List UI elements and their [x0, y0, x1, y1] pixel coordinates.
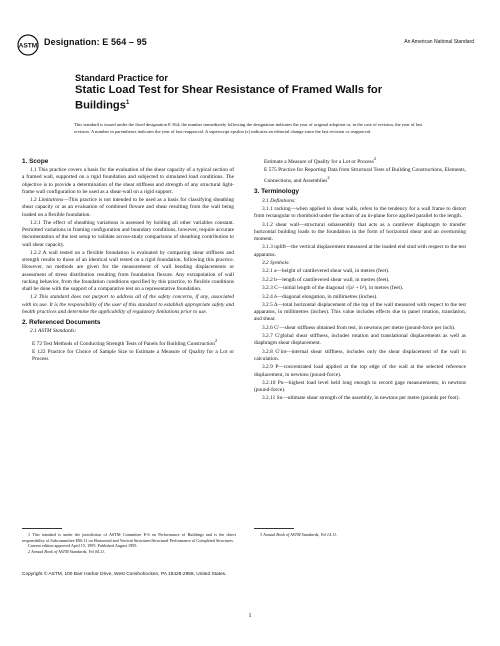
paragraph-3-1-1: 3.1.1 racking—when applied to shear walls, refers to the tendency for a wall frame to distort from rectangular to rhomboid under the action of an in-plane force applied parallel to the length. [254, 205, 466, 220]
paragraph-3-2-5: 3.2.5 Δ—total horizontal displacement of the top of the wall measured with respect to the test apparatus, in millimetres (inches). This value includes effects due to panel rotation, translation, and shear. [254, 301, 466, 323]
paragraph-3-2: 3.2 Symbols: [262, 259, 290, 266]
paragraph-3-2-11: 3.2.11 Su—ultimate shear strength of the assembly, in newtons per metre (pounds per foot). [262, 395, 460, 402]
astm-logo-icon [17, 34, 39, 56]
paragraph-3-1-2: 3.1.2 shear wall—structural subassembly that acts as a cantilever diaphragm to transfer horizontal building loads to the foundation in the form of horizontal shear and an overturning moment. [254, 221, 466, 242]
footnotes-right [254, 532, 468, 538]
section-heading-references: 2. Referenced Documents [22, 319, 101, 327]
footnote-1b: Current edition approved April 15, 1995. Published August 1995. [28, 543, 138, 549]
copyright-notice: Copyright © ASTM, 100 Barr Harbor Drive, West Conshohocken, PA 19428-2959, United States. [22, 572, 227, 577]
paragraph-3-2-7: 3.2.7 G′global shear stiffness, includes rotation and translational displacements as well as diaphragm shear displacement. [254, 333, 466, 347]
paragraph-3-1: 3.1 Definitions: [262, 197, 296, 204]
designation: Designation: E 564 – 95 [44, 37, 147, 47]
standard-issuance-note: This standard is issued under the fixed designation E 564; the number immediately following the designation indicates the year of original adoption or, in the case of revision, the year of last revision. A number in parentheses indicates the year of last reapproval. A superscript epsilon (ε) indicates an editorial change since the last revision or reapproval. [74, 122, 423, 134]
organization-label: An American National Standard [404, 39, 474, 45]
title-line-2: Static Load Test for Shear Resistance of Framed Walls for [75, 84, 383, 96]
right-column [254, 155, 466, 404]
paragraph-1-2-2: 1.2.2 A wall tested on a flexible foundation is evaluated by comparing shear stiffness and strength results to those of an identical wall tested on a rigid foundation, following this practice. However, no methods are given for the measurement of wall bending displacements or assessment of stress distribution resulting from foundation flexure. Any extrapolation of wall racking behavior, from the foundation conditions specified by this practice, to flexible conditions shall be done with the support of a comparative test on a representative foundation. [22, 250, 234, 293]
footnote-divider-left [22, 528, 62, 529]
svg-text:ASTM: ASTM [18, 42, 38, 50]
section-heading-scope: 1. Scope [22, 158, 49, 165]
section-heading-terminology: 3. Terminology [254, 188, 299, 196]
reference-continuation: Estimate a Measure of Quality for a Lot or Process$^2$ [264, 156, 376, 165]
paragraph-3-2-9: 3.2.9 P—concentrated load applied at the top edge of the wall at the selected reference displacement, in newtons (pound-force). [254, 364, 466, 378]
footnotes-left [22, 532, 236, 554]
paragraph-3-1-3: 3.1.3 uplift—the vertical displacement measured at the loaded end stud with respect to the test apparatus. [254, 244, 466, 258]
left-column [22, 155, 234, 364]
paragraph-3-2-2: 3.2.2 b—length of cantilevered shear wall, in metres (feet). [262, 276, 390, 283]
footnote-divider-right [254, 528, 294, 529]
paragraph-1-1: 1.1 This practice covers a basis for the evaluation of the shear capacity of a typical section of a framed wall, supported on a rigid foundation and subjected to simulated load conditions. The objective is to provide a determination of the shear stiffness and strength of any structural light-frame wall configuration to be used as a shear-wall on a rigid support. [22, 167, 234, 195]
paragraph-3-2-8: 3.2.8 G′int—internal shear stiffness, includes only the shear displacement of the wall in calculation. [254, 348, 466, 362]
paragraph-3-2-1: 3.2.1 a—height of cantilevered shear wall, in metres (feet). [262, 268, 390, 275]
paragraph-2-1: 2.1 ASTM Standards: [30, 328, 77, 335]
paragraph-1-2-1: 1.2.1 The effect of sheathing variations is assessed by holding all other variables constant. Permitted variations in framing configuration and boundary conditions, however, require accurate documentation of the test setup to validate across-study comparisons of sheathing contribution to wall shear capacity. [22, 220, 234, 248]
paragraph-3-2-6: 3.2.6 G′—shear stiffness obtained from test, in newtons per metre (pound-force per inch). [262, 324, 456, 331]
page-number: 1 [248, 613, 252, 619]
paragraph-3-2-3: 3.2.3 C—initial length of the diagonal √(a² + b²), in metres (feet). [262, 285, 404, 292]
paragraph-1-3: 1.3 This standard does not purport to address all of the safety concerns, if any, associated with its use. It is the responsibility of the user of this standard to establish appropriate safety and health practices and determine the applicability of regulatory limitations prior to use. [22, 294, 234, 315]
document-title [75, 73, 405, 112]
reference-e72: E 72 Test Methods of Conducting Strength Tests of Panels for Building Construction$^2$ [32, 337, 218, 347]
paragraph-1-2: 1.2 Limitations—This practice is not intended to be used as a basis for classifying sheathing shear capacity or as an evaluation of combined flexure and shear resulting from the wall being loaded on a flexible foundation. [22, 197, 234, 218]
reference-e575: E 575 Practice for Reporting Data from Structural Tests of Building Constructions, Elements, Connections, and Assemblies$^2$ [264, 167, 466, 185]
reference-e122: E 122 Practice for Choice of Sample Size to Estimate a Measure of Quality for a Lot or Process [32, 348, 234, 362]
title-line-1: Standard Practice for [75, 73, 168, 83]
footnote-1: 1 This standard is under the jurisdiction of ASTM Committee E-6 on Performance of Buildings and is the direct responsibility of Subcommittee E06.11 on Horizontal and Vertical Structures/Structural Performance of Completed Structures. [22, 532, 236, 543]
footnote-3: 3 Annual Book of ASTM Standards, Vol 14.11. [260, 532, 338, 537]
paragraph-3-2-4: 3.2.4 δ—diagonal elongation, in millimetres (inches). [262, 293, 378, 300]
footnote-2: 2 Annual Book of ASTM Standards, Vol 04.11. [28, 548, 106, 554]
title-line-3: Buildings$^1$ [75, 99, 130, 112]
paragraph-3-2-10: 3.2.10 Pu—highest load level held long enough to record gage measurements, in newtons (pound-force). [254, 379, 466, 394]
